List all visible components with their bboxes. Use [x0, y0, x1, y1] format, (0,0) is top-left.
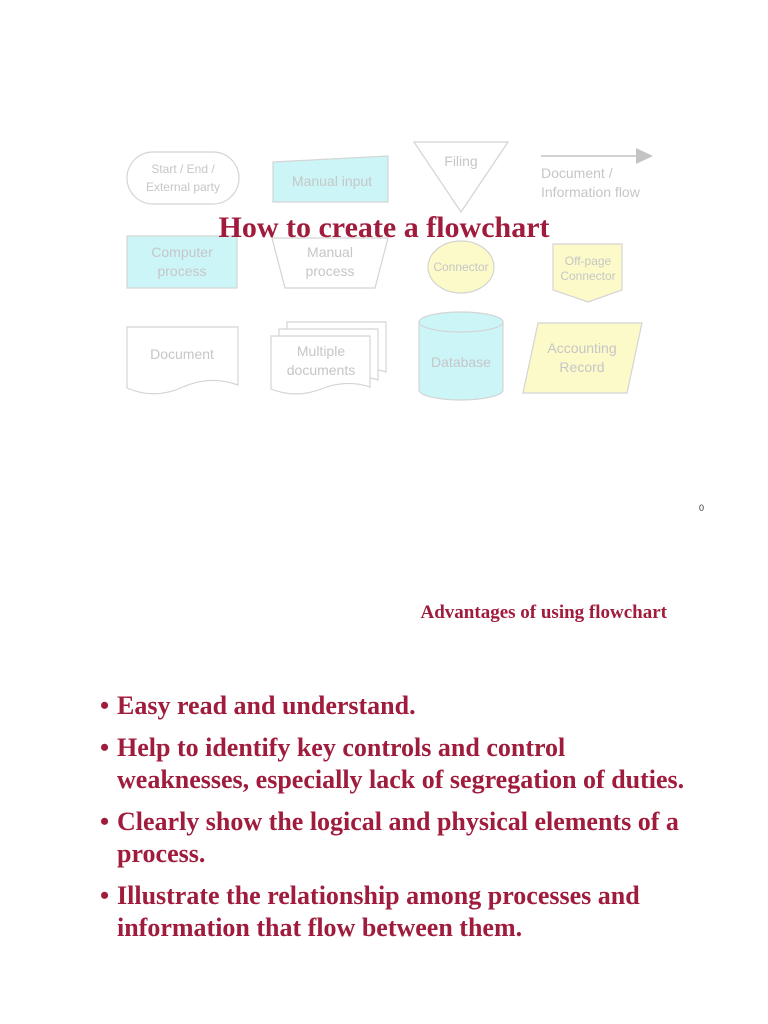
accounting-label-line1: Accounting — [547, 340, 617, 356]
page-title: How to create a flowchart — [218, 211, 550, 244]
list-item: • Clearly show the logical and physical elements of a process. — [100, 806, 700, 870]
start-label-line2: External party — [145, 180, 221, 194]
manual-process-shape — [272, 238, 388, 288]
list-item: • Illustrate the relationship among processes and information that flow between them. — [100, 880, 700, 944]
document-label: Document — [150, 346, 214, 362]
offpage-label-line2: Connector — [560, 269, 616, 283]
page-number: 0 — [699, 503, 705, 513]
start-label-line1: Start / End / — [151, 162, 215, 176]
document-shape — [127, 327, 238, 394]
accounting-label-line2: Record — [559, 359, 605, 375]
document-flow-arrow — [541, 148, 653, 200]
start-end-terminal-shape — [127, 152, 239, 204]
list-item: • Help to identify key controls and control weaknesses, especially lack of segregation of duties. — [100, 732, 700, 796]
connector-label: Connector — [433, 260, 489, 274]
section-subtitle: Advantages of using flowchart — [420, 602, 667, 623]
connector-shape — [428, 241, 494, 293]
advantages-list — [100, 690, 700, 954]
offpage-label-line1: Off-page — [564, 254, 612, 268]
offpage-connector-shape — [553, 244, 622, 302]
list-item: • Easy read and understand. — [100, 690, 700, 722]
manual-process-label-line2: process — [305, 263, 355, 279]
doc-flow-label-line1: Document / — [541, 165, 613, 181]
manual-input-label: Manual input — [291, 173, 373, 189]
multiple-documents-shape — [271, 322, 386, 394]
computer-label-line1: Computer — [151, 244, 213, 260]
manual-process-label-line1: Manual — [307, 244, 353, 260]
manual-input-shape — [273, 156, 388, 202]
multiple-docs-label-line2: documents — [286, 362, 356, 378]
multiple-docs-label-line1: Multiple — [296, 343, 346, 359]
filing-label: Filing — [444, 153, 478, 169]
filing-shape — [414, 142, 508, 212]
computer-label-line2: process — [157, 263, 207, 279]
database-label: Database — [431, 354, 491, 370]
accounting-record-shape — [523, 323, 642, 393]
doc-flow-label-line2: Information flow — [541, 184, 640, 200]
database-shape — [419, 312, 503, 400]
flowchart-symbols-diagram — [0, 0, 768, 420]
